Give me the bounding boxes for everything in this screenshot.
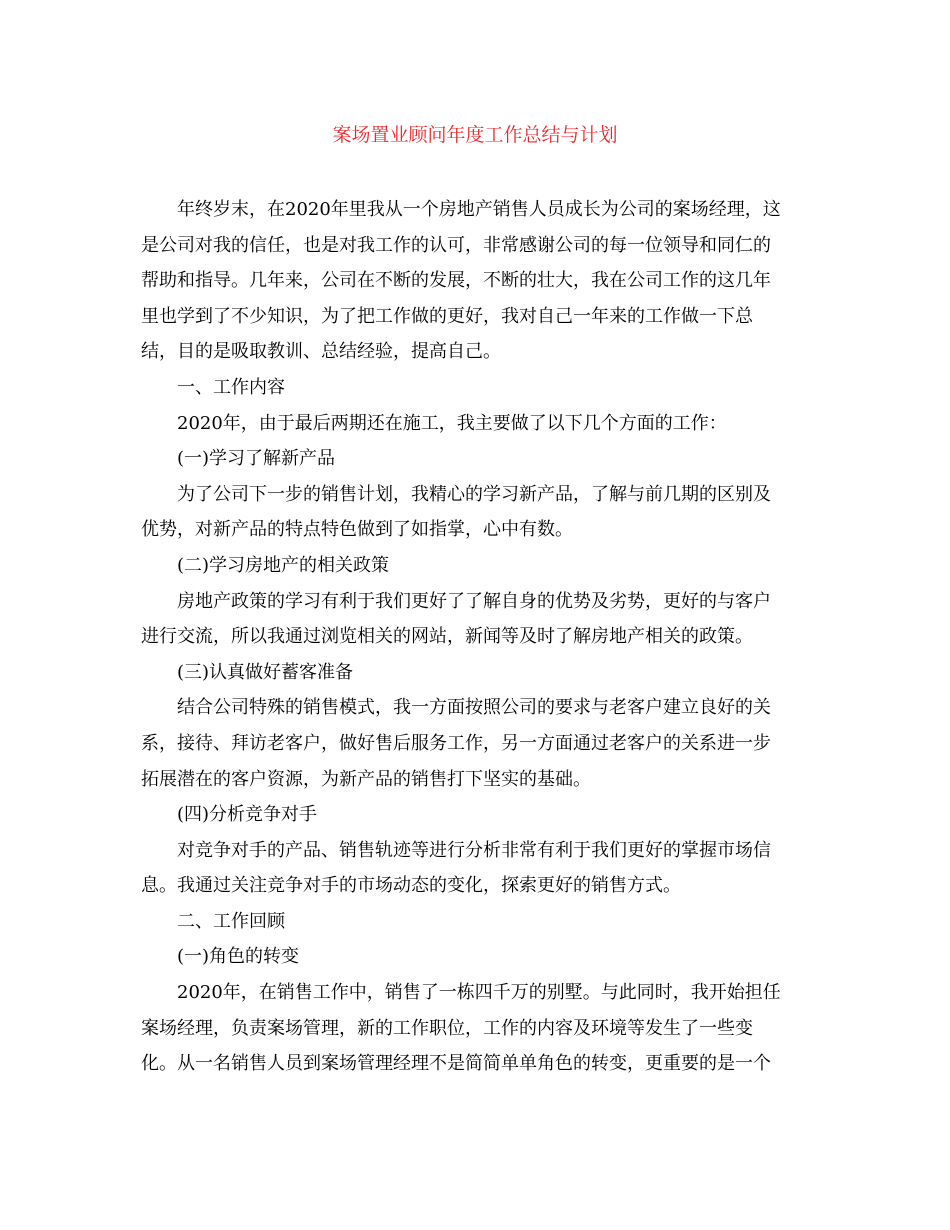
body-line: 一、工作内容 bbox=[177, 376, 285, 398]
body-line: 年终岁末，在2020年里我从一个房地产销售人员成长为公司的案场经理，这 bbox=[177, 199, 781, 220]
body-line: 2020年，在销售工作中，销售了一栋四千万的别墅。与此同时，我开始担任 bbox=[177, 982, 781, 1004]
body-line: 结合公司特殊的销售模式，我一方面按照公司的要求与老客户建立良好的关 bbox=[177, 697, 771, 719]
body-line: (四)分析竞争对手 bbox=[177, 804, 318, 826]
body-line: 结，目的是吸取教训、总结经验，提高自己。 bbox=[141, 341, 501, 363]
body-line: (一)角色的转变 bbox=[177, 946, 300, 968]
body-line: 息。我通过关注竞争对手的市场动态的变化，探索更好的销售方式。 bbox=[141, 875, 681, 897]
body-line: (二)学习房地产的相关政策 bbox=[177, 554, 390, 576]
body-line: 二、工作回顾 bbox=[177, 910, 285, 932]
body-line: 为了公司下一步的销售计划，我精心的学习新产品，了解与前几期的区别及 bbox=[177, 483, 771, 505]
body-line: 进行交流，所以我通过浏览相关的网站，新闻等及时了解房地产相关的政策。 bbox=[141, 626, 753, 648]
body-line: (一)学习了解新产品 bbox=[177, 448, 336, 470]
body-line: 拓展潜在的客户资源，为新产品的销售打下坚实的基础。 bbox=[141, 768, 591, 790]
body-line: 帮助和指导。几年来，公司在不断的发展，不断的壮大，我在公司工作的这几年 bbox=[141, 270, 771, 292]
body-line: 案场经理，负责案场管理，新的工作职位，工作的内容及环境等发生了一些变 bbox=[141, 1017, 753, 1039]
body-line: 对竞争对手的产品、销售轨迹等进行分析非常有利于我们更好的掌握市场信 bbox=[177, 839, 771, 861]
document-title: 案场置业顾问年度工作总结与计划 bbox=[332, 124, 618, 146]
body-line: 优势，对新产品的特点特色做到了如指掌，心中有数。 bbox=[141, 519, 573, 541]
body-line: 2020年，由于最后两期还在施工，我主要做了以下几个方面的工作： bbox=[177, 412, 727, 434]
body-line: 化。从一名销售人员到案场管理经理不是简简单单角色的转变，更重要的是一个 bbox=[141, 1053, 771, 1075]
document-body bbox=[141, 192, 809, 1082]
body-line: (三)认真做好蓄客准备 bbox=[177, 661, 354, 683]
body-line: 是公司对我的信任，也是对我工作的认可，非常感谢公司的每一位领导和同仁的 bbox=[141, 234, 771, 256]
body-line: 房地产政策的学习有利于我们更好了了解自身的优势及劣势，更好的与客户 bbox=[177, 590, 771, 612]
body-line: 系，接待、拜访老客户，做好售后服务工作，另一方面通过老客户的关系进一步 bbox=[141, 732, 771, 754]
body-line: 里也学到了不少知识，为了把工作做的更好，我对自己一年来的工作做一下总 bbox=[141, 305, 753, 327]
